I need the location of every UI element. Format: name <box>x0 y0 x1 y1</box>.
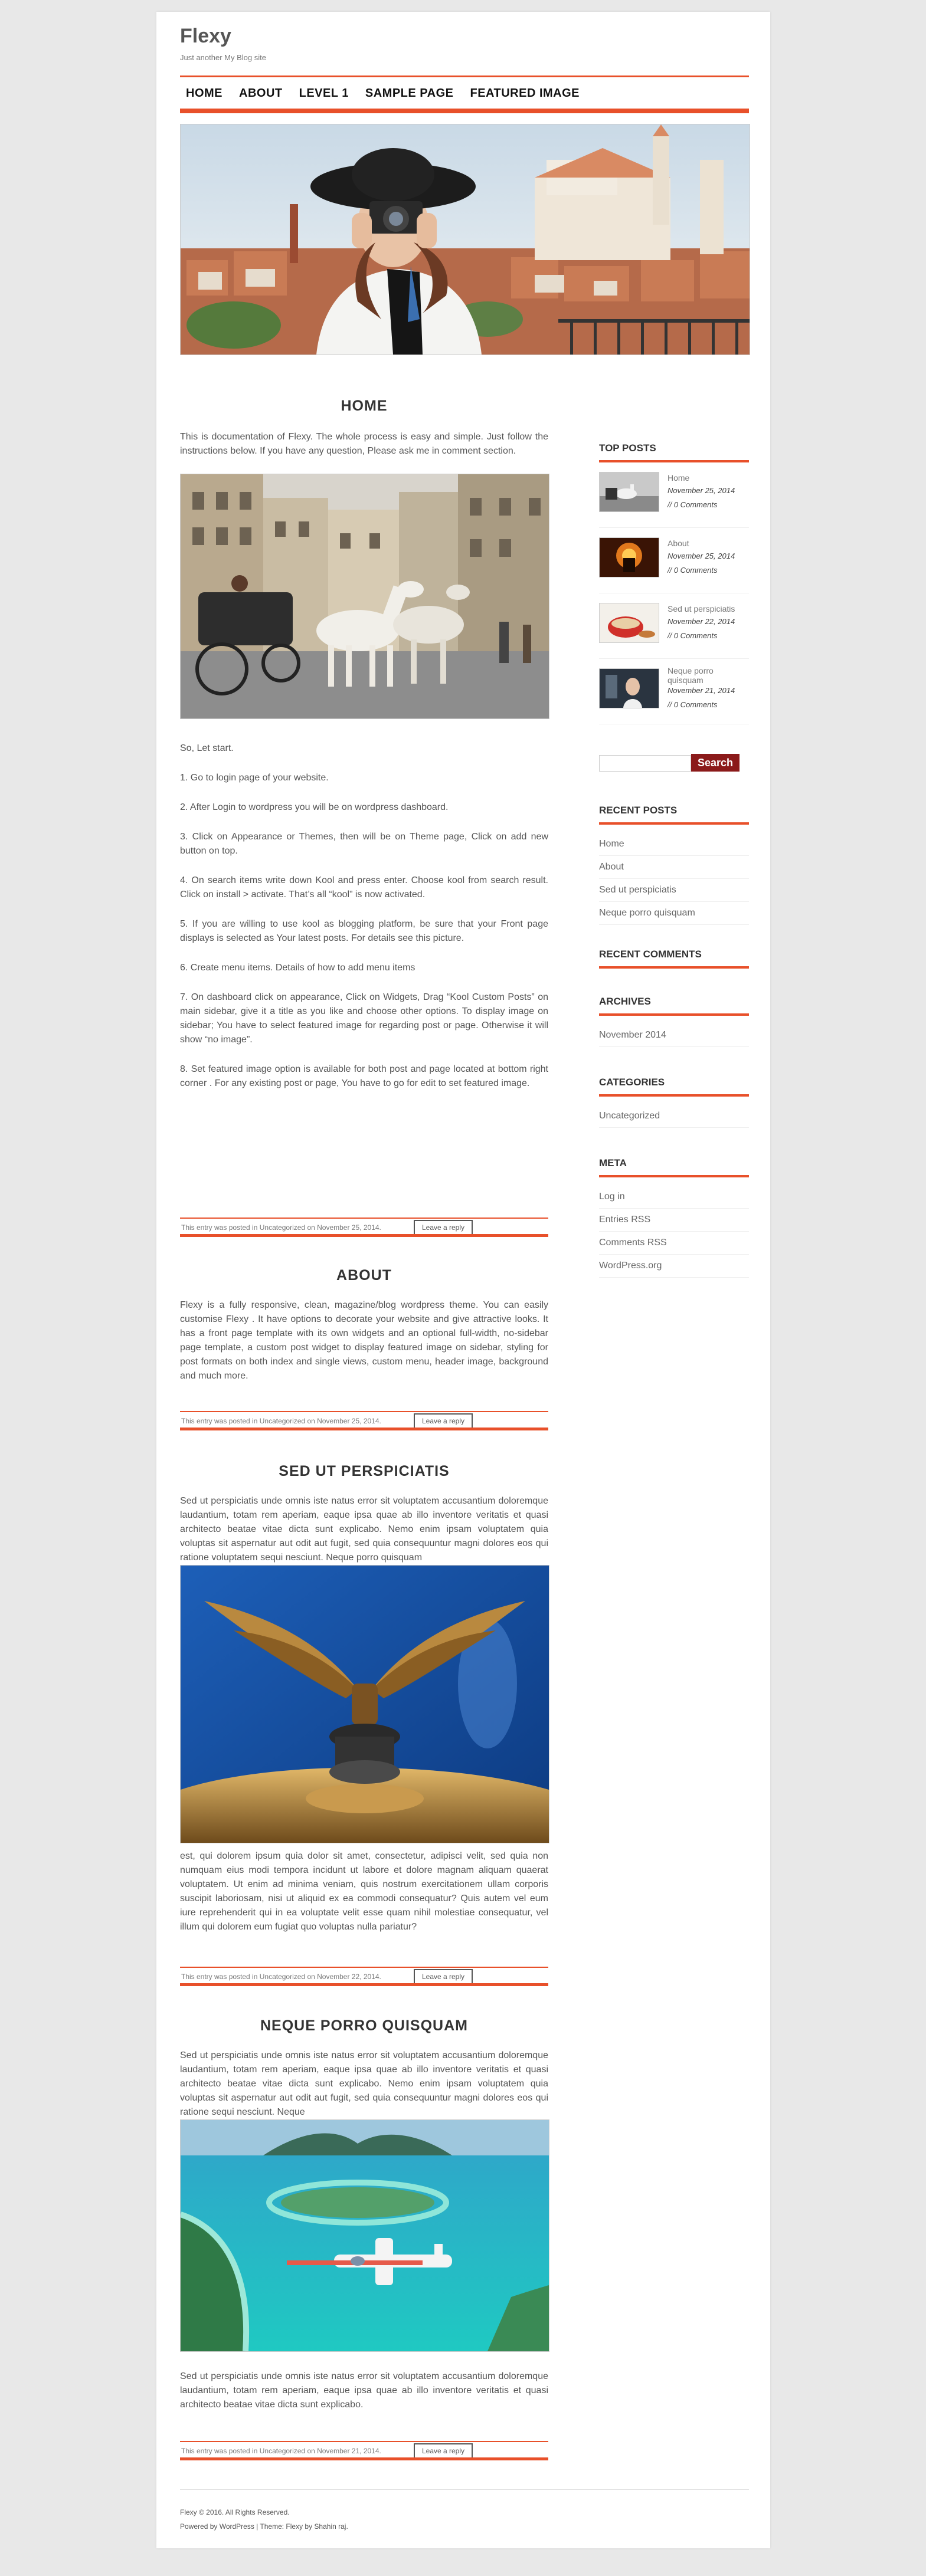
widget-recent-posts <box>599 805 749 925</box>
top-post-comments[interactable]: // 0 Comments <box>667 566 718 575</box>
post-step: 1. Go to login page of your website. <box>180 773 329 783</box>
post-meta-bar <box>180 1967 548 1987</box>
post-meta: This entry was posted in Uncategorized on November 22, 2014. <box>181 1973 381 1981</box>
post-home <box>180 395 548 1091</box>
post-meta-bar <box>180 1218 548 1238</box>
post-step: 4. On search items write down Kool and press enter. Choose kool from search result. Click on install > activate. That’s all “kool” is now activated. <box>180 875 548 900</box>
recent-post-link[interactable]: Sed ut perspiciatis <box>599 879 749 902</box>
post-title[interactable]: HOME <box>341 398 388 414</box>
widget-title: ARCHIVES <box>599 996 651 1007</box>
archives-list <box>599 1024 749 1047</box>
widget-title: CATEGORIES <box>599 1077 665 1088</box>
nav-home[interactable]: HOME <box>186 86 222 100</box>
meta-list <box>599 1186 749 1278</box>
post-step: So, Let start. <box>180 743 234 753</box>
meta-entries-rss-link[interactable]: Entries RSS <box>599 1209 749 1232</box>
search-button[interactable]: Search <box>691 754 740 772</box>
recent-posts-list <box>599 833 749 925</box>
meta-login-link[interactable]: Log in <box>599 1186 749 1209</box>
post-image-island <box>180 2119 549 2352</box>
post-intro: This is documentation of Flexy. The whole process is easy and simple. Just follow the instructions below. If you have any question, Please ask me in comment section. <box>180 432 548 456</box>
post-meta: This entry was posted in Uncategorized on November 25, 2014. <box>181 1417 381 1425</box>
post-body: Sed ut perspiciatis unde omnis iste natus error sit voluptatem accusantium doloremque laudantium, totam rem aperiam, eaque ipsa quae ab illo inventore veritatis et quasi architecto beatae vitae dicta sunt explicabo. <box>180 2371 548 2410</box>
footer-powered-by[interactable]: Powered by WordPress | Theme: Flexy by Shahin raj. <box>180 2522 348 2531</box>
widget-archives <box>599 996 749 1047</box>
post-step: 5. If you are willing to use kool as blogging platform, be sure that your Front page displays is selected as Your latest posts. For details see this picture. <box>180 919 548 943</box>
post-about <box>180 1267 548 1383</box>
widget-title: TOP POSTS <box>599 442 656 454</box>
top-post-item[interactable] <box>599 659 749 724</box>
meta-line <box>180 1218 548 1219</box>
widget-underline <box>599 966 749 969</box>
meta-line <box>180 1234 548 1237</box>
footer-divider <box>180 2489 749 2490</box>
post-step: 6. Create menu items. Details of how to add menu items <box>180 963 415 973</box>
widget-recent-comments <box>599 949 749 969</box>
post-body: Sed ut perspiciatis unde omnis iste natus error sit voluptatem accusantium doloremque laudantium, totam rem aperiam, eaque ipsa quae ab illo inventore veritatis et quasi architecto beatae vitae dicta sunt explicabo. Nemo enim ipsam voluptatem quia voluptas sit aspernatur aut odit aut fugit, sed quia consequuntur magni dolores eos qui ratione voluptatem sequi nesciunt. Neque porro quisquam <box>180 1496 548 1563</box>
page-container <box>156 12 770 2548</box>
post-neque-porro-quisquam <box>180 2017 548 2412</box>
top-post-title[interactable]: Neque porro quisquam <box>667 666 714 685</box>
widget-title: RECENT COMMENTS <box>599 949 702 960</box>
meta-line <box>180 1983 548 1986</box>
widget-title: META <box>599 1157 627 1169</box>
top-post-item[interactable] <box>599 593 749 659</box>
header-photo <box>181 124 750 355</box>
search-form <box>599 754 749 774</box>
post-title[interactable]: NEQUE PORRO QUISQUAM <box>260 2017 468 2034</box>
top-post-date: November 25, 2014 <box>667 486 735 495</box>
thumb-photo <box>600 603 659 642</box>
search-input[interactable] <box>599 755 691 772</box>
hood-ornament-photo <box>181 1566 549 1843</box>
meta-line <box>180 1967 548 1968</box>
post-body: Flexy is a fully responsive, clean, magazine/blog wordpress theme. You can easily customise Flexy . It have options to decorate your website and give attractive looks. It has a front page template with its own widgets and an optional full-width, no-sidebar page template, a custom post widget to display featured image on sidebar, styling for post formats on both index and single views, custom menu, header image, background and much more. <box>180 1300 548 1381</box>
top-post-thumbnail[interactable] <box>599 537 659 577</box>
nav-level-1[interactable]: LEVEL 1 <box>299 86 349 100</box>
post-step: 8. Set featured image option is available for both post and page located at bottom right corner . For any existing post or page, You have to go for edit to set featured image. <box>180 1064 548 1088</box>
site-title[interactable]: Flexy <box>180 25 231 47</box>
top-post-thumbnail[interactable] <box>599 668 659 708</box>
top-post-comments[interactable]: // 0 Comments <box>667 500 718 509</box>
post-step: 2. After Login to wordpress you will be on wordpress dashboard. <box>180 802 449 812</box>
meta-line <box>180 1428 548 1430</box>
main-nav <box>180 80 749 106</box>
carriage-photo <box>181 474 549 718</box>
post-meta: This entry was posted in Uncategorized on November 21, 2014. <box>181 2447 381 2455</box>
top-post-title[interactable]: Home <box>667 473 690 483</box>
top-post-date: November 21, 2014 <box>667 686 735 695</box>
top-post-title[interactable]: About <box>667 539 689 548</box>
widget-underline <box>599 1094 749 1097</box>
meta-comments-rss-link[interactable]: Comments RSS <box>599 1232 749 1255</box>
nav-top-border <box>180 76 749 77</box>
top-post-title[interactable]: Sed ut perspiciatis <box>667 604 735 613</box>
nav-featured-image[interactable]: FEATURED IMAGE <box>470 86 580 100</box>
nav-about[interactable]: ABOUT <box>239 86 283 100</box>
thumb-photo <box>600 669 659 708</box>
widget-title: RECENT POSTS <box>599 805 678 816</box>
sidebar <box>599 442 749 1278</box>
top-post-item[interactable] <box>599 528 749 593</box>
categories-list <box>599 1105 749 1128</box>
widget-underline <box>599 1013 749 1016</box>
nav-bottom-border <box>180 109 749 113</box>
recent-post-link[interactable]: Home <box>599 833 749 856</box>
thumb-photo <box>600 472 659 511</box>
top-post-thumbnail[interactable] <box>599 603 659 643</box>
post-meta-bar <box>180 2441 548 2461</box>
category-link[interactable]: Uncategorized <box>599 1105 749 1128</box>
widget-meta <box>599 1157 749 1278</box>
site-tagline: Just another My Blog site <box>180 53 266 62</box>
post-body: Sed ut perspiciatis unde omnis iste natus error sit voluptatem accusantium doloremque laudantium, totam rem aperiam, eaque ipsa quae ab illo inventore veritatis et quasi architecto beatae vitae dicta sunt explicabo. Nemo enim ipsam voluptatem quia voluptas sit aspernatur aut odit aut fugit, sed quia consequuntur magni dolores eos qui ratione sequi nesciunt. Neque <box>180 2050 548 2117</box>
recent-post-link[interactable]: About <box>599 856 749 879</box>
post-title[interactable]: ABOUT <box>336 1267 392 1284</box>
post-sed-ut-perspiciatis <box>180 1463 548 1934</box>
leave-reply-button[interactable]: Leave a reply <box>414 2443 473 2459</box>
top-post-thumbnail[interactable] <box>599 472 659 512</box>
meta-line <box>180 1411 548 1412</box>
meta-wordpress-link[interactable]: WordPress.org <box>599 1255 749 1278</box>
post-title[interactable]: SED UT PERSPICIATIS <box>279 1463 450 1479</box>
post-meta: This entry was posted in Uncategorized on November 25, 2014. <box>181 1223 381 1232</box>
post-image-carriage <box>180 474 549 719</box>
post-step: 3. Click on Appearance or Themes, then will be on Theme page, Click on add new button on top. <box>180 832 548 856</box>
post-step: 7. On dashboard click on appearance, Click on Widgets, Drag “Kool Custom Posts” on main sidebar, give it a title as you like and choose other options. To display image on sidebar; You have to select featured image for regarding post or page. Otherwise it will show “no image”. <box>180 992 548 1045</box>
nav-sample-page[interactable]: SAMPLE PAGE <box>365 86 454 100</box>
island-photo <box>181 2120 549 2351</box>
post-meta-bar <box>180 1411 548 1431</box>
meta-line <box>180 2441 548 2442</box>
footer-copyright: Flexy © 2016. All Rights Reserved. <box>180 2508 290 2516</box>
thumb-photo <box>600 538 659 577</box>
post-body: est, qui dolorem ipsum quia dolor sit amet, consectetur, adipisci velit, sed quia non numquam eius modi tempora incidunt ut labore et dolore magnam aliquam quaerat voluptatem. Ut enim ad minima veniam, quis nostrum exercitationem ullam corporis suscipit laboriosam, nisi ut aliquid ex ea commodi consequatur? Quis autem vel eum iure reprehenderit qui in ea voluptate velit esse quam nihil molestiae consequatur, vel illum qui dolorem eum fugiat quo voluptas nulla pariatur? <box>180 1851 548 1932</box>
top-post-item[interactable] <box>599 462 749 528</box>
header-image <box>180 124 750 355</box>
top-post-date: November 22, 2014 <box>667 617 735 626</box>
top-post-comments[interactable]: // 0 Comments <box>667 631 718 640</box>
recent-post-link[interactable]: Neque porro quisquam <box>599 902 749 925</box>
widget-underline <box>599 822 749 825</box>
archive-link[interactable]: November 2014 <box>599 1024 749 1047</box>
post-image-hood-ornament <box>180 1565 549 1843</box>
leave-reply-button[interactable]: Leave a reply <box>414 1413 473 1429</box>
widget-underline <box>599 1175 749 1177</box>
meta-line <box>180 2457 548 2460</box>
top-post-date: November 25, 2014 <box>667 552 735 560</box>
widget-top-posts <box>599 442 749 724</box>
top-post-comments[interactable]: // 0 Comments <box>667 700 718 709</box>
widget-categories <box>599 1077 749 1128</box>
leave-reply-button[interactable]: Leave a reply <box>414 1969 473 1984</box>
leave-reply-button[interactable]: Leave a reply <box>414 1220 473 1235</box>
